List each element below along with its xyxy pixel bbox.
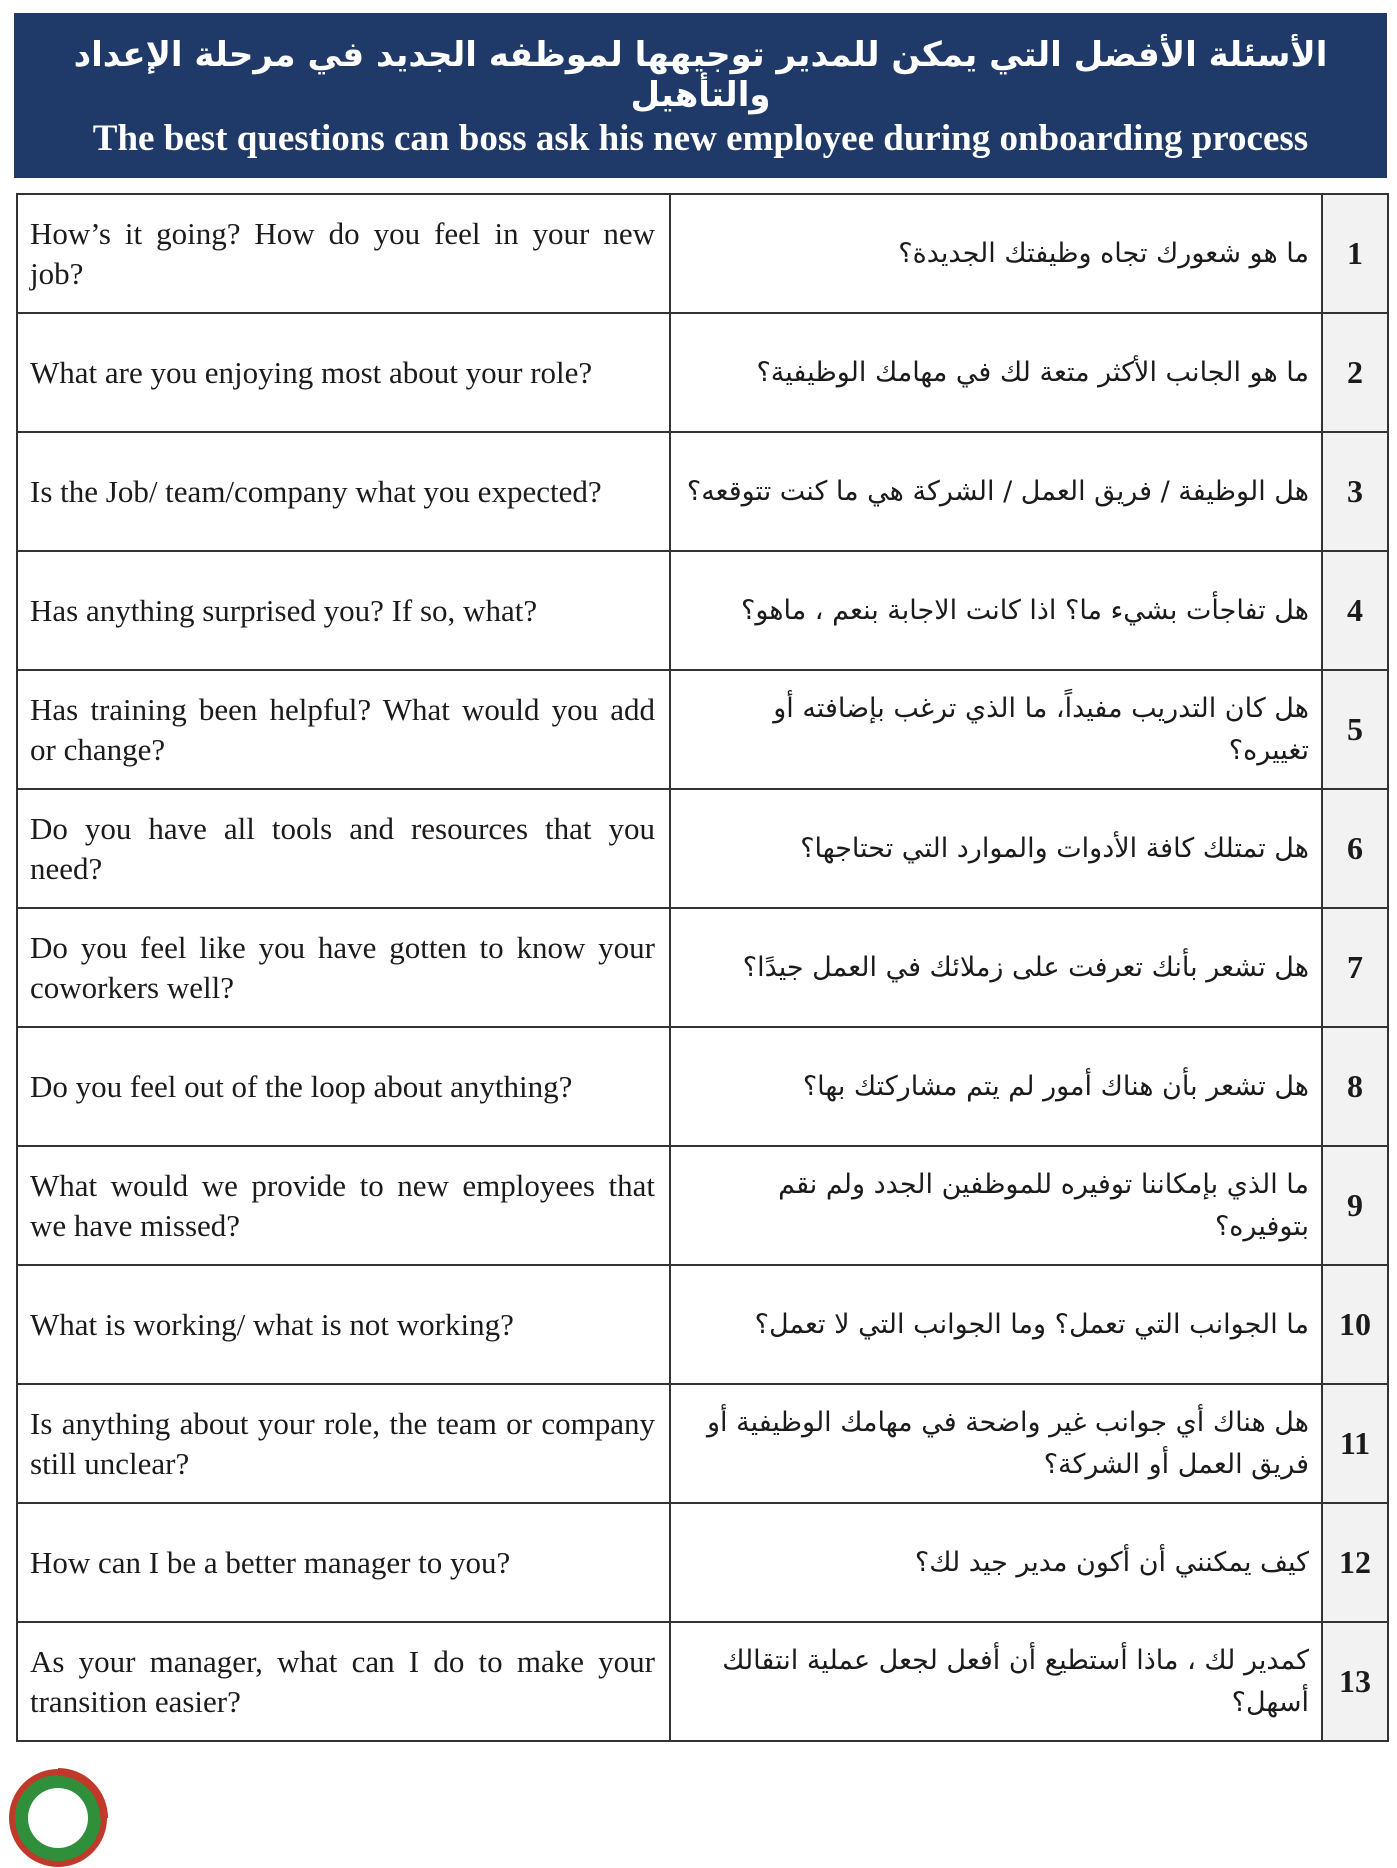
questions-table <box>16 193 1389 1742</box>
question-number: 10 <box>1322 1265 1388 1384</box>
question-row <box>17 313 1388 432</box>
question-row <box>17 1146 1388 1265</box>
question-number: 9 <box>1322 1146 1388 1265</box>
question-english: Has anything surprised you? If so, what? <box>17 551 670 670</box>
question-english: Is the Job/ team/company what you expected? <box>17 432 670 551</box>
question-row <box>17 551 1388 670</box>
question-number: 11 <box>1322 1384 1388 1503</box>
question-row <box>17 908 1388 1027</box>
question-number: 4 <box>1322 551 1388 670</box>
question-number: 8 <box>1322 1027 1388 1146</box>
question-row <box>17 194 1388 313</box>
question-english: What are you enjoying most about your role? <box>17 313 670 432</box>
question-arabic: هل تفاجأت بشيء ما؟ اذا كانت الاجابة بنعم ، ماهو؟ <box>670 551 1322 670</box>
question-arabic: هل تمتلك كافة الأدوات والموارد التي تحتاجها؟ <box>670 789 1322 908</box>
question-arabic: هل الوظيفة / فريق العمل / الشركة هي ما كنت تتوقعه؟ <box>670 432 1322 551</box>
question-row <box>17 1027 1388 1146</box>
question-english: Has training been helpful? What would you add or change? <box>17 670 670 789</box>
question-english: As your manager, what can I do to make your transition easier? <box>17 1622 670 1741</box>
title-english: The best questions can boss ask his new employee during onboarding process <box>92 118 1309 159</box>
question-number: 7 <box>1322 908 1388 1027</box>
question-row <box>17 1503 1388 1622</box>
question-number: 12 <box>1322 1503 1388 1622</box>
question-number: 1 <box>1322 194 1388 313</box>
question-english: What is working/ what is not working? <box>17 1265 670 1384</box>
question-number: 13 <box>1322 1622 1388 1741</box>
question-number: 5 <box>1322 670 1388 789</box>
question-english: Is anything about your role, the team or company still unclear? <box>17 1384 670 1503</box>
question-english: Do you feel out of the loop about anything? <box>17 1027 670 1146</box>
title-arabic: الأسئلة الأفضل التي يمكن للمدير توجيهها لموظفه الجديد في مرحلة الإعداد والتأهيل <box>73 35 1328 115</box>
question-english: How can I be a better manager to you? <box>17 1503 670 1622</box>
question-arabic: هل تشعر بأن هناك أمور لم يتم مشاركتك بها؟ <box>670 1027 1322 1146</box>
question-number: 2 <box>1322 313 1388 432</box>
question-row <box>17 1622 1388 1741</box>
question-english: Do you have all tools and resources that you need? <box>17 789 670 908</box>
logo-badge-icon <box>8 1768 108 1868</box>
question-row <box>17 789 1388 908</box>
question-english: What would we provide to new employees that we have missed? <box>17 1146 670 1265</box>
question-arabic: ما الجوانب التي تعمل؟ وما الجوانب التي لا تعمل؟ <box>670 1265 1322 1384</box>
page-header <box>14 13 1387 178</box>
question-english: Do you feel like you have gotten to know your coworkers well? <box>17 908 670 1027</box>
question-row <box>17 432 1388 551</box>
question-arabic: ما هو الجانب الأكثر متعة لك في مهامك الوظيفية؟ <box>670 313 1322 432</box>
question-arabic: كمدير لك ، ماذا أستطيع أن أفعل لجعل عملية انتقالك أسهل؟ <box>670 1622 1322 1741</box>
question-arabic: هل تشعر بأنك تعرفت على زملائك في العمل جيدًا؟ <box>670 908 1322 1027</box>
question-arabic: كيف يمكنني أن أكون مدير جيد لك؟ <box>670 1503 1322 1622</box>
question-english: How’s it going? How do you feel in your new job? <box>17 194 670 313</box>
question-row <box>17 1265 1388 1384</box>
question-arabic: ما هو شعورك تجاه وظيفتك الجديدة؟ <box>670 194 1322 313</box>
question-row <box>17 1384 1388 1503</box>
question-number: 6 <box>1322 789 1388 908</box>
question-arabic: ما الذي بإمكاننا توفيره للموظفين الجدد ولم نقم بتوفيره؟ <box>670 1146 1322 1265</box>
question-arabic: هل هناك أي جوانب غير واضحة في مهامك الوظيفية أو فريق العمل أو الشركة؟ <box>670 1384 1322 1503</box>
question-arabic: هل كان التدريب مفيداً، ما الذي ترغب بإضافته أو تغييره؟ <box>670 670 1322 789</box>
question-number: 3 <box>1322 432 1388 551</box>
question-row <box>17 670 1388 789</box>
